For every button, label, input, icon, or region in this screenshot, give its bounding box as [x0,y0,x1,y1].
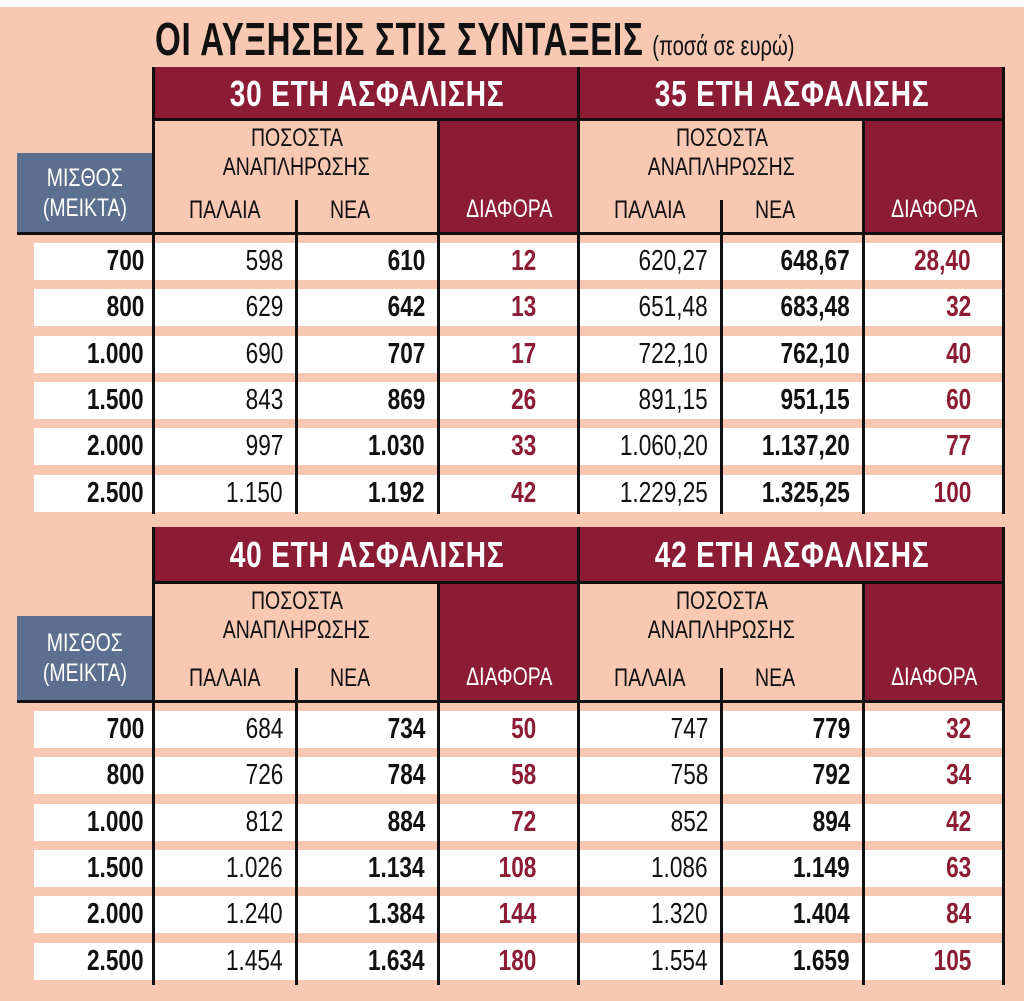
salary-header-line: ΜΙΣΘΟΣ [46,629,123,657]
diff-header-text: ΔΙΑΦΟΡΑ [465,195,553,223]
diff-value [438,382,536,419]
header-divider [580,581,1005,584]
diff-value [863,382,971,419]
diff-value [438,243,536,280]
old-header-text: ΠΑΛΑΙΑ [614,196,686,224]
new-header-text: ΝΕΑ [755,196,796,224]
new-header-text: ΝΕΑ [330,664,371,692]
new-value-text: 648,67 [780,245,850,277]
diff-value-text: 42 [510,476,536,509]
diff-value [863,428,971,465]
old-header-text: ΠΑΛΑΙΑ [614,664,686,692]
diff-value [863,804,971,841]
diff-value [863,475,971,512]
salary-value [34,243,144,280]
diff-value [438,289,536,326]
diff-value-text: 28,40 [914,245,971,277]
old-value-text: 598 [245,245,283,277]
block-border [1002,67,1005,514]
new-value [722,289,850,326]
new-value [297,850,425,887]
old-value-text: 747 [670,713,708,745]
old-header [614,196,706,225]
diff-value-text: 13 [510,291,536,324]
new-value [722,382,850,419]
old-value-text: 651,48 [638,291,708,324]
diff-value [863,757,971,794]
old-value-text: 1.554 [651,944,708,977]
old-value-text: 997 [245,430,283,463]
rate-header-line: ΠΟΣΟΣΤΑ [675,587,768,615]
old-value-text: 1.229,25 [619,476,708,509]
new-value [722,804,850,841]
diff-header-text: ΔΙΑΦΟΡΑ [465,663,553,691]
new-value-text: 642 [387,291,425,324]
salary-value [34,336,144,373]
new-value [297,382,425,419]
old-header [614,664,706,693]
diff-value-text: 50 [510,713,536,745]
salary-value [34,289,144,326]
salary-header [17,616,152,700]
new-value [722,428,850,465]
rate-header-line: ΠΟΣΟΣΤΑ [675,124,768,152]
old-value-text: 1.060,20 [619,430,708,463]
diff-value-text: 32 [945,291,971,324]
new-value-text: 1.325,25 [761,476,850,509]
header-bottom-line [17,232,1005,235]
old-value-text: 812 [245,805,283,838]
header-divider [580,118,1005,121]
block-border [152,67,155,514]
diff-value-text: 32 [945,713,971,745]
diff-value [438,896,536,933]
old-value [155,804,283,841]
new-value [722,850,850,887]
salary-value [34,382,144,419]
old-value [155,943,283,980]
title-main: ΟΙ ΑΥΞΗΣΕΙΣ ΣΤΙΣ ΣΥΝΤΑΞΕΙΣ [155,13,644,65]
new-value [722,896,850,933]
old-value-text: 620,27 [638,245,708,277]
salary-value-text: 2.500 [87,476,144,509]
new-value-text: 792 [812,759,850,792]
new-value [297,289,425,326]
salary-value [34,475,144,512]
old-value [155,711,283,748]
salary-value [34,711,144,748]
rate-header-line: ΑΝΑΠΛΗΡΩΣΗΣ [222,616,371,644]
diff-value-text: 105 [933,944,971,977]
diff-value-text: 40 [945,337,971,370]
block-title [580,67,1005,120]
block-border [152,527,155,985]
salary-header-line: ΜΙΣΘΟΣ [46,163,123,192]
diff-value [863,711,971,748]
block-border [577,67,580,514]
salary-header [17,153,152,232]
old-value [580,850,708,887]
rate-header-line: ΑΝΑΠΛΗΡΩΣΗΣ [647,153,796,181]
salary-value-text: 2.000 [87,430,144,463]
old-value [580,336,708,373]
new-value [722,475,850,512]
salary-value-text: 800 [106,291,144,324]
rate-header-line: ΑΝΑΠΛΗΡΩΣΗΣ [222,153,371,181]
new-value-text: 707 [387,337,425,370]
new-value [297,943,425,980]
diff-header-text: ΔΙΑΦΟΡΑ [890,195,978,223]
new-value-text: 784 [387,759,425,792]
salary-value-text: 700 [106,245,144,277]
new-header [330,664,381,693]
new-value-text: 884 [387,805,425,838]
old-value-text: 1.026 [226,851,283,884]
new-value-text: 1.404 [793,898,850,931]
old-value-text: 629 [245,291,283,324]
diff-value-text: 60 [945,383,971,416]
diff-header-text: ΔΙΑΦΟΡΑ [890,663,978,691]
new-value-text: 951,15 [780,383,850,416]
new-value-text: 734 [387,713,425,745]
new-value [297,757,425,794]
salary-value [34,896,144,933]
block-title-text: 30 ΕΤΗ ΑΣΦΑΛΙΣΗΣ [230,72,505,114]
old-header [189,196,281,225]
salary-value [34,428,144,465]
new-header [330,196,381,225]
top-band [0,0,1024,7]
old-value [155,896,283,933]
diff-value [863,943,971,980]
new-value [722,711,850,748]
old-value [580,711,708,748]
new-value-text: 1.659 [793,944,850,977]
old-value-text: 690 [245,337,283,370]
diff-value [438,336,536,373]
page-title [155,12,794,66]
diff-value [438,757,536,794]
salary-value-text: 1.000 [87,337,144,370]
block-border [577,527,580,985]
block-title [155,67,580,120]
new-value [297,896,425,933]
new-header [755,664,806,693]
rate-header [580,587,863,645]
new-header-text: ΝΕΑ [330,196,371,224]
old-value [155,336,283,373]
salary-value [34,804,144,841]
old-value-text: 684 [245,713,283,745]
new-value [297,243,425,280]
salary-value-text: 2.500 [87,944,144,977]
old-value-text: 1.454 [226,944,283,977]
old-value [580,382,708,419]
salary-value-text: 1.500 [87,851,144,884]
header-divider [155,118,580,121]
diff-value-text: 58 [510,759,536,792]
old-value-text: 758 [670,759,708,792]
block-title-text: 40 ΕΤΗ ΑΣΦΑΛΙΣΗΣ [230,534,505,575]
diff-value [438,804,536,841]
title-sub: (ποσά σε ευρώ) [652,30,795,61]
diff-value-text: 72 [510,805,536,838]
new-value-text: 1.137,20 [761,430,850,463]
old-value [580,804,708,841]
old-value [155,243,283,280]
old-value [580,896,708,933]
header-bottom-line [17,700,1005,703]
diff-value-text: 180 [498,944,536,977]
new-value [297,804,425,841]
new-header [755,196,806,225]
diff-header [438,120,580,232]
new-value-text: 683,48 [780,291,850,324]
old-value [580,475,708,512]
new-value [722,943,850,980]
new-value [297,428,425,465]
old-value [580,757,708,794]
rate-header-line: ΠΟΣΟΣΤΑ [250,587,343,615]
diff-value [863,850,971,887]
old-value [580,289,708,326]
new-header-text: ΝΕΑ [755,664,796,692]
diff-header [863,583,1005,700]
old-value [155,475,283,512]
new-value-text: 1.384 [368,898,425,931]
diff-value [438,475,536,512]
new-value [722,757,850,794]
header-divider [155,581,580,584]
new-value [722,243,850,280]
block-title [155,527,580,583]
salary-value-text: 2.000 [87,898,144,931]
salary-header-line: (ΜΕΙΚΤΑ) [42,659,127,687]
rate-header [155,124,438,182]
diff-value-text: 144 [498,898,536,931]
old-value-text: 726 [245,759,283,792]
diff-value [438,943,536,980]
new-value-text: 1.192 [368,476,425,509]
new-value-text: 610 [387,245,425,277]
new-value [297,336,425,373]
new-value-text: 1.030 [368,430,425,463]
rate-header-line: ΠΟΣΟΣΤΑ [250,124,343,152]
old-value-text: 843 [245,383,283,416]
diff-value-text: 63 [945,851,971,884]
diff-value [863,243,971,280]
diff-value [438,850,536,887]
old-header-text: ΠΑΛΑΙΑ [189,196,261,224]
old-value-text: 1.150 [226,476,283,509]
new-value [297,711,425,748]
diff-value-text: 100 [933,476,971,509]
diff-value-text: 42 [945,805,971,838]
old-value-text: 852 [670,805,708,838]
diff-value [863,289,971,326]
diff-value [863,336,971,373]
new-value-text: 1.134 [368,851,425,884]
old-value-text: 1.320 [651,898,708,931]
old-value-text: 722,10 [638,337,708,370]
diff-value [438,428,536,465]
block-title [580,527,1005,583]
rate-header [580,124,863,182]
new-value-text: 1.149 [793,851,850,884]
rate-header-line: ΑΝΑΠΛΗΡΩΣΗΣ [647,616,796,644]
salary-value [34,850,144,887]
diff-header [438,583,580,700]
diff-value-text: 77 [945,430,971,463]
old-value-text: 891,15 [638,383,708,416]
new-value-text: 1.634 [368,944,425,977]
new-value [722,336,850,373]
diff-header [863,120,1005,232]
diff-value [438,711,536,748]
diff-value-text: 26 [510,383,536,416]
block-title-text: 42 ΕΤΗ ΑΣΦΑΛΙΣΗΣ [655,534,930,575]
salary-value [34,943,144,980]
old-value-text: 1.240 [226,898,283,931]
salary-value-text: 1.000 [87,805,144,838]
new-value-text: 894 [812,805,850,838]
old-header-text: ΠΑΛΑΙΑ [189,664,261,692]
diff-value-text: 84 [945,898,971,931]
new-value-text: 779 [812,713,850,745]
salary-header-line: (ΜΕΙΚΤΑ) [42,193,127,222]
diff-value-text: 17 [510,337,536,370]
rate-header [155,587,438,645]
old-value [580,943,708,980]
old-value [155,428,283,465]
new-value-text: 869 [387,383,425,416]
old-value [155,382,283,419]
salary-value-text: 1.500 [87,383,144,416]
diff-value-text: 12 [510,245,536,277]
old-value [580,243,708,280]
diff-value-text: 33 [510,430,536,463]
diff-value-text: 34 [945,759,971,792]
old-value [155,757,283,794]
salary-value-text: 700 [106,713,144,745]
old-value [155,850,283,887]
diff-value [863,896,971,933]
old-value-text: 1.086 [651,851,708,884]
block-border [1002,527,1005,985]
salary-value-text: 800 [106,759,144,792]
new-value-text: 762,10 [780,337,850,370]
diff-value-text: 108 [498,851,536,884]
salary-value [34,757,144,794]
old-value [580,428,708,465]
block-title-text: 35 ΕΤΗ ΑΣΦΑΛΙΣΗΣ [655,72,930,114]
old-value [155,289,283,326]
old-header [189,664,281,693]
new-value [297,475,425,512]
